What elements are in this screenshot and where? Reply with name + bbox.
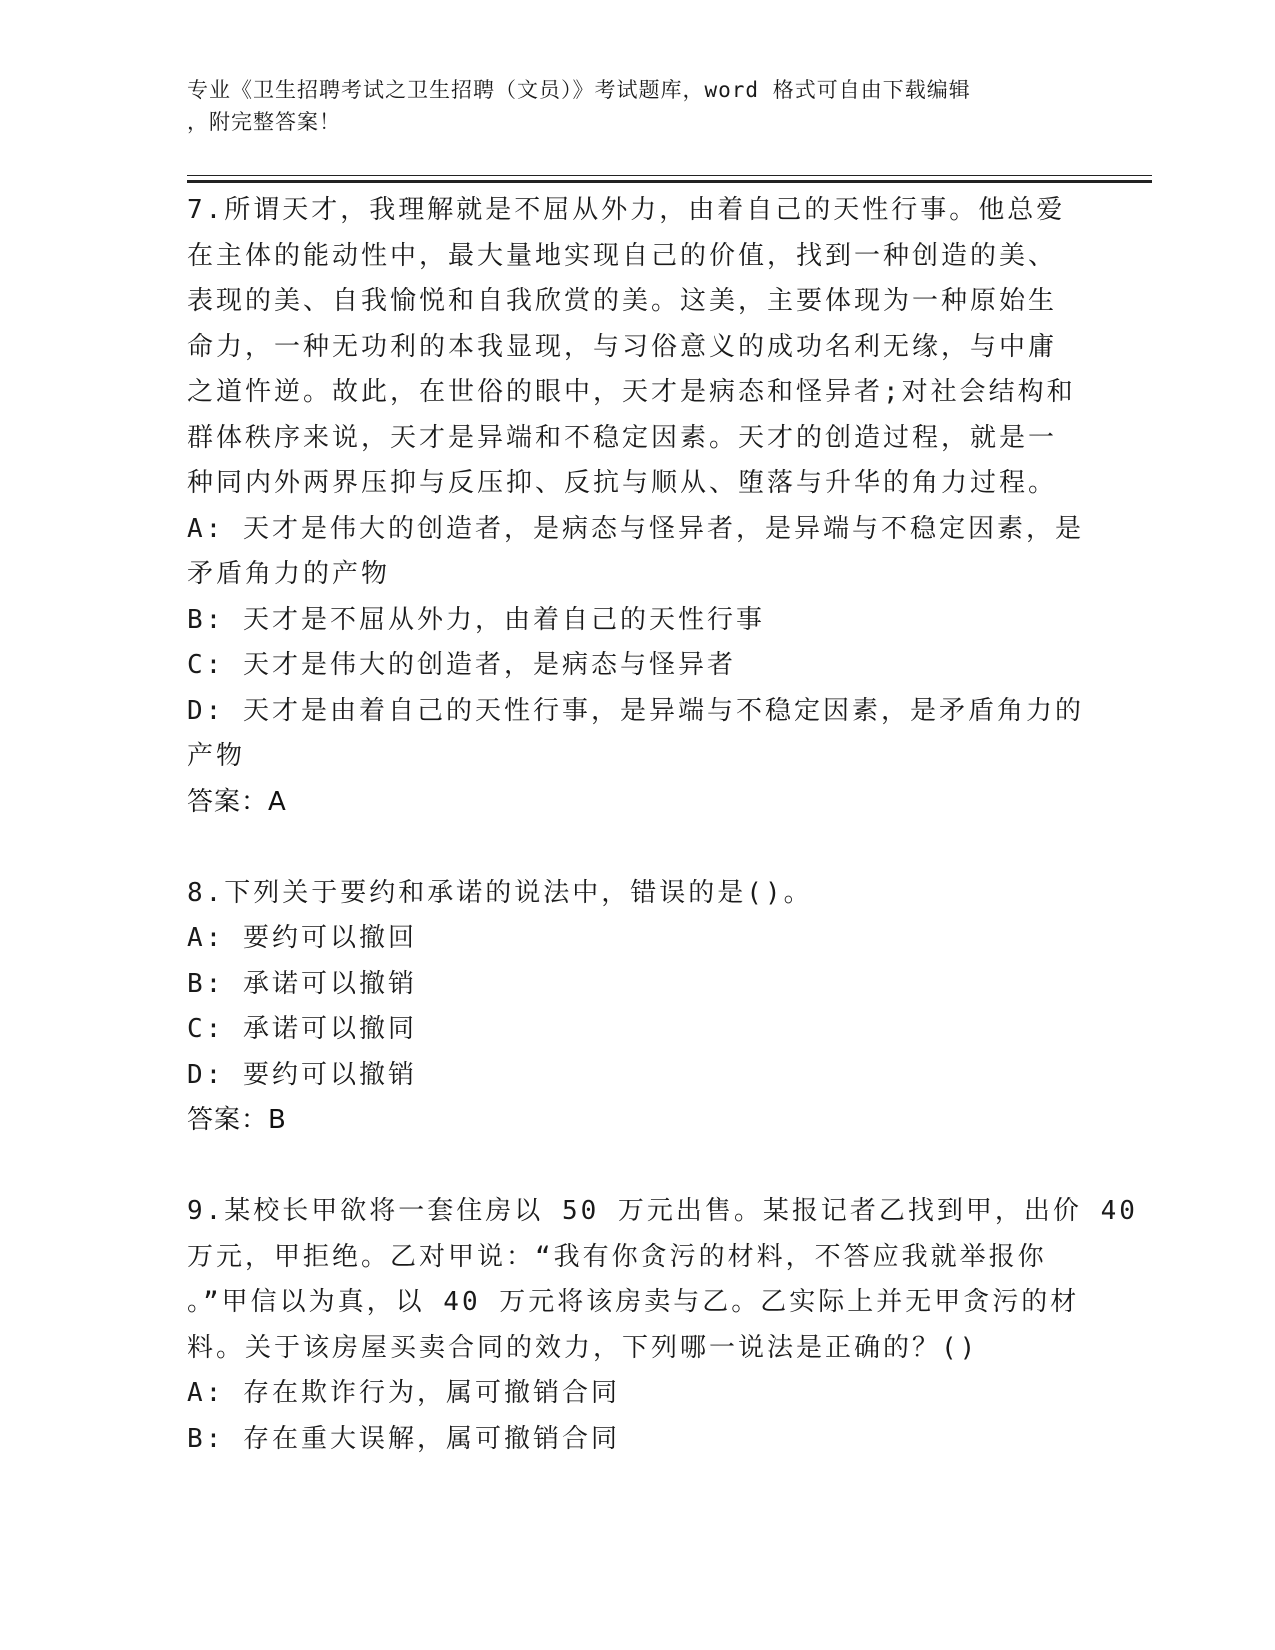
question-7 — [187, 188, 1084, 825]
answer-label: 答案：A — [187, 786, 287, 817]
header-divider-thick — [187, 180, 1152, 183]
question-8 — [187, 871, 1077, 1144]
spacer — [187, 825, 1077, 871]
option-a: A: 要约可以撤回 — [187, 923, 417, 953]
question-stem-line: 之道忤逆。故此，在世俗的眼中，天才是病态和怪异者;对社会结构和 — [187, 377, 1076, 407]
option-d: D: 要约可以撤销 — [187, 1059, 417, 1090]
answer-label: 答案：B — [187, 1105, 287, 1135]
header-divider-thin — [187, 175, 1152, 176]
option-d-line: D: 天才是由着自己的天性行事，是异端与不稳定因素，是矛盾角力的 — [187, 695, 1084, 726]
question-9 — [187, 1189, 1138, 1462]
option-a: A: 存在欺诈行为，属可撤销合同 — [187, 1378, 620, 1408]
option-b: B: 天才是不屈从外力，由着自己的天性行事 — [187, 604, 765, 635]
question-stem-line: 群体秩序来说，天才是异端和不稳定因素。天才的创造过程，就是一 — [187, 422, 1058, 453]
header-line-2: ，附完整答案！ — [187, 110, 341, 134]
option-d-line: 产物 — [187, 741, 246, 771]
question-stem-line: 表现的美、自我愉悦和自我欣赏的美。这美，主要体现为一种原始生 — [187, 286, 1058, 316]
question-stem-line: 9.某校长甲欲将一套住房以 50 万元出售。某报记者乙找到甲，出价 40 — [187, 1196, 1138, 1226]
option-c: C: 承诺可以撤同 — [187, 1014, 417, 1044]
spacer — [187, 1144, 1077, 1190]
option-b: B: 承诺可以撤销 — [187, 968, 417, 999]
question-stem-line: 种同内外两界压抑与反压抑、反抗与顺从、堕落与升华的角力过程。 — [187, 468, 1058, 498]
page-header — [187, 74, 1087, 138]
question-stem-line: 在主体的能动性中，最大量地实现自己的价值，找到一种创造的美、 — [187, 240, 1058, 271]
question-stem-line: 7.所谓天才，我理解就是不屈从外力，由着自己的天性行事。他总爱 — [187, 195, 1066, 225]
question-list — [187, 188, 1138, 1462]
question-stem-line: 8.下列关于要约和承诺的说法中，错误的是()。 — [187, 877, 813, 908]
header-line-1: 专业《卫生招聘考试之卫生招聘（文员）》考试题库，word 格式可自由下载编辑 — [187, 78, 971, 102]
question-stem-line: 。”甲信以为真，以 40 万元将该房卖与乙。乙实际上并无甲贪污的材 — [187, 1287, 1080, 1317]
option-b: B: 存在重大误解，属可撤销合同 — [187, 1423, 620, 1454]
option-a-line: A: 天才是伟大的创造者，是病态与怪异者，是异端与不稳定因素，是 — [187, 513, 1084, 544]
question-stem-line: 万元，甲拒绝。乙对甲说：“我有你贪污的材料，不答应我就举报你 — [187, 1241, 1047, 1272]
question-stem-line: 料。关于该房屋买卖合同的效力，下列哪一说法是正确的？() — [187, 1332, 979, 1363]
option-c: C: 天才是伟大的创造者，是病态与怪异者 — [187, 650, 736, 680]
question-stem-line: 命力，一种无功利的本我显现，与习俗意义的成功名利无缘，与中庸 — [187, 331, 1058, 362]
option-a-line: 矛盾角力的产物 — [187, 559, 391, 589]
